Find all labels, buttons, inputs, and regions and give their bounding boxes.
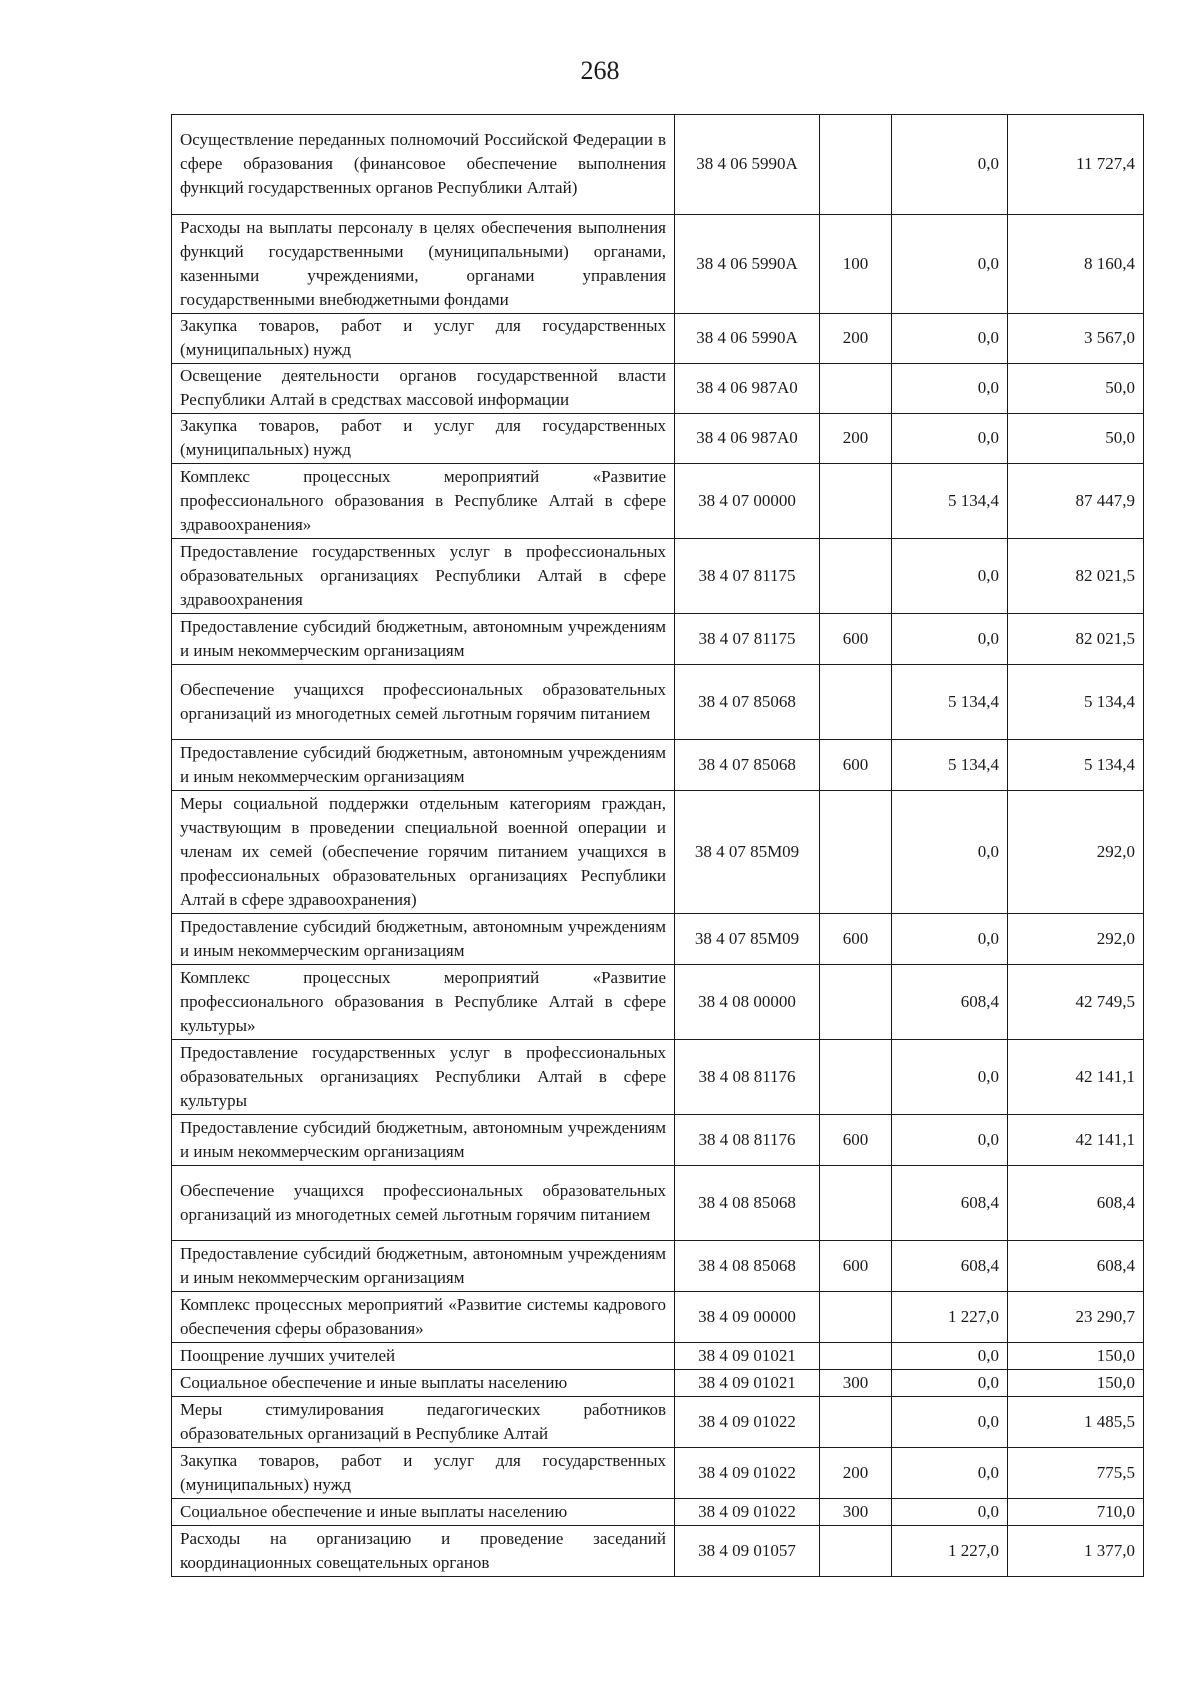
table-row <box>172 965 1144 1040</box>
row-code: 38 4 08 81176 <box>675 1040 820 1115</box>
row-value-1: 0,0 <box>892 791 1008 914</box>
row-description: Закупка товаров, работ и услуг для государственных (муниципальных) нужд <box>172 314 675 364</box>
row-code: 38 4 07 85М09 <box>675 914 820 965</box>
table-row <box>172 1115 1144 1166</box>
table-row <box>172 914 1144 965</box>
row-description: Расходы на выплаты персоналу в целях обеспечения выполнения функций государственными (муниципальными) органами, казенными учреждениями, органами управления государственными внебюджетными фондами <box>172 215 675 314</box>
row-expense-type: 300 <box>820 1370 892 1397</box>
row-expense-type <box>820 1397 892 1448</box>
row-value-1: 0,0 <box>892 1115 1008 1166</box>
table-row <box>172 539 1144 614</box>
row-value-1: 0,0 <box>892 1040 1008 1115</box>
table-row <box>172 414 1144 464</box>
budget-table-body <box>172 115 1144 1577</box>
row-code: 38 4 09 01021 <box>675 1343 820 1370</box>
row-description: Поощрение лучших учителей <box>172 1343 675 1370</box>
row-description: Социальное обеспечение и иные выплаты населению <box>172 1370 675 1397</box>
row-expense-type <box>820 965 892 1040</box>
row-value-2: 1 377,0 <box>1008 1526 1144 1577</box>
table-row <box>172 791 1144 914</box>
row-value-1: 0,0 <box>892 1397 1008 1448</box>
row-expense-type <box>820 665 892 740</box>
row-value-1: 0,0 <box>892 1370 1008 1397</box>
row-expense-type <box>820 464 892 539</box>
row-value-2: 42 141,1 <box>1008 1040 1144 1115</box>
row-value-1: 608,4 <box>892 1166 1008 1241</box>
row-code: 38 4 09 00000 <box>675 1292 820 1343</box>
row-value-1: 0,0 <box>892 1343 1008 1370</box>
row-expense-type <box>820 791 892 914</box>
row-description: Обеспечение учащихся профессиональных образовательных организаций из многодетных семей льготным горячим питанием <box>172 1166 675 1241</box>
row-value-1: 608,4 <box>892 1241 1008 1292</box>
row-value-2: 710,0 <box>1008 1499 1144 1526</box>
row-description: Обеспечение учащихся профессиональных образовательных организаций из многодетных семей льготным горячим питанием <box>172 665 675 740</box>
row-code: 38 4 06 987А0 <box>675 414 820 464</box>
table-row <box>172 1448 1144 1499</box>
row-expense-type: 600 <box>820 740 892 791</box>
row-code: 38 4 08 85068 <box>675 1241 820 1292</box>
row-expense-type <box>820 1166 892 1241</box>
row-value-2: 82 021,5 <box>1008 539 1144 614</box>
row-value-1: 0,0 <box>892 614 1008 665</box>
row-value-2: 3 567,0 <box>1008 314 1144 364</box>
row-value-2: 11 727,4 <box>1008 115 1144 215</box>
row-code: 38 4 09 01057 <box>675 1526 820 1577</box>
row-expense-type: 300 <box>820 1499 892 1526</box>
row-expense-type: 600 <box>820 614 892 665</box>
row-code: 38 4 06 5990А <box>675 215 820 314</box>
table-row <box>172 1499 1144 1526</box>
row-value-2: 23 290,7 <box>1008 1292 1144 1343</box>
row-code: 38 4 08 81176 <box>675 1115 820 1166</box>
row-expense-type <box>820 1526 892 1577</box>
row-code: 38 4 07 00000 <box>675 464 820 539</box>
row-description: Предоставление государственных услуг в профессиональных образовательных организациях Республики Алтай в сфере культуры <box>172 1040 675 1115</box>
row-description: Комплекс процессных мероприятий «Развитие профессионального образования в Республике Алтай в сфере здравоохранения» <box>172 464 675 539</box>
table-row <box>172 1370 1144 1397</box>
row-expense-type <box>820 539 892 614</box>
row-code: 38 4 07 85068 <box>675 740 820 791</box>
row-code: 38 4 07 85М09 <box>675 791 820 914</box>
row-value-2: 775,5 <box>1008 1448 1144 1499</box>
row-description: Закупка товаров, работ и услуг для государственных (муниципальных) нужд <box>172 1448 675 1499</box>
row-expense-type <box>820 1343 892 1370</box>
row-description: Комплекс процессных мероприятий «Развитие системы кадрового обеспечения сферы образования» <box>172 1292 675 1343</box>
row-value-2: 5 134,4 <box>1008 665 1144 740</box>
row-code: 38 4 09 01022 <box>675 1448 820 1499</box>
row-code: 38 4 09 01021 <box>675 1370 820 1397</box>
row-description: Предоставление субсидий бюджетным, автономным учреждениям и иным некоммерческим организациям <box>172 914 675 965</box>
row-expense-type: 600 <box>820 1241 892 1292</box>
row-description: Меры социальной поддержки отдельным категориям граждан, участвующим в проведении специальной военной операции и членам их семей (обеспечение горячим питанием учащихся в профессиональных образовательных организациях Республики Алтай в сфере здравоохранения) <box>172 791 675 914</box>
table-row <box>172 1040 1144 1115</box>
row-code: 38 4 06 987А0 <box>675 364 820 414</box>
row-expense-type: 600 <box>820 1115 892 1166</box>
table-row <box>172 1526 1144 1577</box>
row-value-2: 292,0 <box>1008 914 1144 965</box>
table-row <box>172 314 1144 364</box>
row-value-2: 1 485,5 <box>1008 1397 1144 1448</box>
row-code: 38 4 09 01022 <box>675 1499 820 1526</box>
row-value-1: 0,0 <box>892 215 1008 314</box>
row-value-2: 608,4 <box>1008 1166 1144 1241</box>
row-value-1: 0,0 <box>892 1499 1008 1526</box>
row-value-2: 150,0 <box>1008 1343 1144 1370</box>
row-expense-type: 600 <box>820 914 892 965</box>
row-expense-type <box>820 364 892 414</box>
row-value-2: 608,4 <box>1008 1241 1144 1292</box>
row-value-2: 87 447,9 <box>1008 464 1144 539</box>
row-expense-type <box>820 1292 892 1343</box>
table-row <box>172 1397 1144 1448</box>
table-row <box>172 665 1144 740</box>
row-code: 38 4 06 5990А <box>675 115 820 215</box>
row-code: 38 4 07 81175 <box>675 539 820 614</box>
row-value-1: 608,4 <box>892 965 1008 1040</box>
row-code: 38 4 08 00000 <box>675 965 820 1040</box>
row-value-1: 5 134,4 <box>892 740 1008 791</box>
row-value-2: 42 749,5 <box>1008 965 1144 1040</box>
row-value-1: 1 227,0 <box>892 1526 1008 1577</box>
row-code: 38 4 07 85068 <box>675 665 820 740</box>
table-row <box>172 215 1144 314</box>
row-code: 38 4 06 5990А <box>675 314 820 364</box>
row-value-1: 0,0 <box>892 115 1008 215</box>
row-description: Освещение деятельности органов государственной власти Республики Алтай в средствах массовой информации <box>172 364 675 414</box>
table-row <box>172 740 1144 791</box>
row-value-2: 50,0 <box>1008 364 1144 414</box>
row-expense-type <box>820 115 892 215</box>
row-expense-type <box>820 1040 892 1115</box>
row-description: Закупка товаров, работ и услуг для государственных (муниципальных) нужд <box>172 414 675 464</box>
row-description: Предоставление субсидий бюджетным, автономным учреждениям и иным некоммерческим организациям <box>172 1241 675 1292</box>
table-row <box>172 364 1144 414</box>
row-description: Предоставление субсидий бюджетным, автономным учреждениям и иным некоммерческим организациям <box>172 614 675 665</box>
row-value-2: 292,0 <box>1008 791 1144 914</box>
row-description: Расходы на организацию и проведение заседаний координационных совещательных органов <box>172 1526 675 1577</box>
row-value-1: 5 134,4 <box>892 665 1008 740</box>
row-value-1: 0,0 <box>892 314 1008 364</box>
row-value-1: 0,0 <box>892 364 1008 414</box>
row-value-1: 0,0 <box>892 1448 1008 1499</box>
row-description: Предоставление субсидий бюджетным, автономным учреждениям и иным некоммерческим организациям <box>172 740 675 791</box>
row-value-1: 0,0 <box>892 539 1008 614</box>
row-value-1: 0,0 <box>892 914 1008 965</box>
row-code: 38 4 09 01022 <box>675 1397 820 1448</box>
row-description: Комплекс процессных мероприятий «Развитие профессионального образования в Республике Алтай в сфере культуры» <box>172 965 675 1040</box>
row-description: Предоставление субсидий бюджетным, автономным учреждениям и иным некоммерческим организациям <box>172 1115 675 1166</box>
row-value-2: 5 134,4 <box>1008 740 1144 791</box>
table-row <box>172 464 1144 539</box>
table-row <box>172 1241 1144 1292</box>
row-value-1: 0,0 <box>892 414 1008 464</box>
table-row <box>172 1343 1144 1370</box>
row-description: Социальное обеспечение и иные выплаты населению <box>172 1499 675 1526</box>
row-value-2: 150,0 <box>1008 1370 1144 1397</box>
row-description: Осуществление переданных полномочий Российской Федерации в сфере образования (финансовое обеспечение выполнения функций государственных органов Республики Алтай) <box>172 115 675 215</box>
row-expense-type: 100 <box>820 215 892 314</box>
row-expense-type: 200 <box>820 414 892 464</box>
table-row <box>172 115 1144 215</box>
row-value-2: 42 141,1 <box>1008 1115 1144 1166</box>
page-number: 268 <box>580 56 620 85</box>
row-value-1: 5 134,4 <box>892 464 1008 539</box>
row-value-2: 50,0 <box>1008 414 1144 464</box>
row-value-2: 82 021,5 <box>1008 614 1144 665</box>
budget-table <box>171 114 1144 1577</box>
table-row <box>172 1292 1144 1343</box>
row-expense-type: 200 <box>820 1448 892 1499</box>
row-value-2: 8 160,4 <box>1008 215 1144 314</box>
table-row <box>172 1166 1144 1241</box>
row-expense-type: 200 <box>820 314 892 364</box>
row-description: Меры стимулирования педагогических работников образовательных организаций в Республике Алтай <box>172 1397 675 1448</box>
row-code: 38 4 08 85068 <box>675 1166 820 1241</box>
row-code: 38 4 07 81175 <box>675 614 820 665</box>
table-row <box>172 614 1144 665</box>
row-description: Предоставление государственных услуг в профессиональных образовательных организациях Республики Алтай в сфере здравоохранения <box>172 539 675 614</box>
row-value-1: 1 227,0 <box>892 1292 1008 1343</box>
